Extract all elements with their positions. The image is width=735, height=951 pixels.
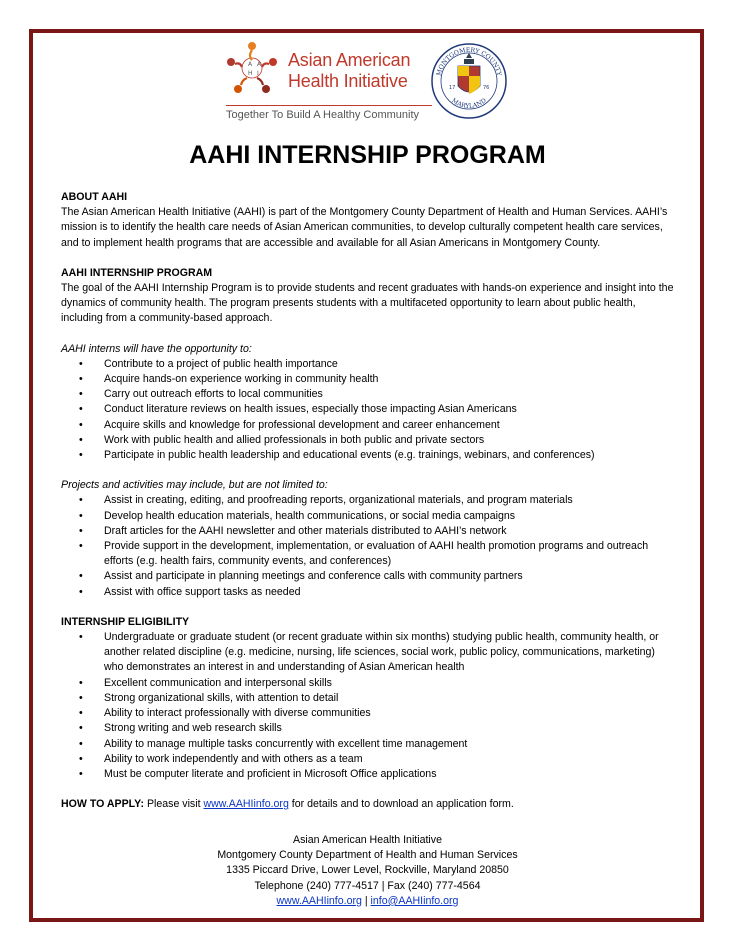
page-title: AAHI INTERNSHIP PROGRAM: [189, 141, 546, 169]
projects-intro: Projects and activities may include, but are not limited to:: [61, 479, 328, 492]
seal-text-bottom: MARYLAND: [450, 97, 488, 110]
list-item: • Must be computer literate and proficient in Microsoft Office applications: [104, 767, 676, 782]
list-item: • Assist in creating, editing, and proofreading reports, organizational materials, and program materials: [104, 493, 676, 508]
list-item: • Strong organizational skills, with attention to detail: [104, 691, 676, 706]
opportunities-list: [61, 357, 676, 463]
seal-year-left: 17: [449, 85, 456, 91]
apply-website-link[interactable]: www.AAHIinfo.org: [203, 798, 289, 811]
about-text: The Asian American Health Initiative (AAHI) is part of the Montgomery County Department of Health and Human Services. AAHI’s mission is to identify the health care needs of Asian American communities, to develop culturally competent health care services, and to implement health programs that are accessible and available for all Asian Americans in Montgomery County.: [61, 206, 668, 249]
logo-line-1: Asian American: [288, 50, 411, 70]
footer-separator: |: [361, 894, 371, 907]
logo-divider: [226, 105, 432, 106]
list-item: • Ability to work independently and with others as a team: [104, 752, 676, 767]
list-item: • Develop health education materials, health communications, or social media campaigns: [104, 509, 676, 524]
program-text: The goal of the AAHI Internship Program is to provide students and recent graduates with hands-on experience and insight into the dynamics of community health. The program presents students with a multifaceted opportunity to learn about public health, including from a community-based approach.: [61, 282, 674, 325]
how-to-apply: [61, 797, 676, 812]
logo-letter: I: [257, 70, 259, 77]
list-item: • Acquire hands-on experience working in community health: [104, 372, 676, 387]
list-item: • Conduct literature reviews on health issues, especially those impacting Asian Americans: [104, 402, 676, 417]
seal-year-right: 76: [483, 85, 490, 91]
logo-tagline: Together To Build A Healthy Community: [226, 109, 420, 121]
logo-wordmark: [288, 50, 410, 92]
contact-footer: [0, 833, 735, 909]
projects-list: [61, 493, 676, 599]
footer-phone: Telephone (240) 777-4517 | Fax (240) 777-4564: [254, 879, 481, 892]
list-item: • Acquire skills and knowledge for professional development and career enhancement: [104, 418, 676, 433]
list-item: • Ability to manage multiple tasks concurrently with excellent time management: [104, 737, 676, 752]
header-logos: [222, 40, 512, 126]
county-seal-icon: [430, 42, 508, 120]
list-item: • Undergraduate or graduate student (or recent graduate within six months) studying public health, community health, or another related discipline (e.g. medicine, nursing, life sciences, social work, public policy, communications, marketing) who demonstrates an interest in and understanding of Asian American health: [104, 630, 676, 676]
about-heading: ABOUT AAHI: [61, 191, 128, 203]
apply-label: HOW TO APPLY:: [61, 798, 144, 811]
document-body: [61, 190, 676, 812]
logo-line-2: Health Initiative: [288, 71, 408, 91]
logo-letter: A: [257, 61, 262, 68]
aahi-logo-icon: [224, 40, 280, 98]
list-item: • Work with public health and allied professionals in both public and private sectors: [104, 433, 676, 448]
footer-website-link[interactable]: www.AAHIinfo.org: [276, 894, 362, 907]
logo-letter: A: [248, 61, 253, 68]
footer-email-link[interactable]: info@AAHIinfo.org: [370, 894, 459, 907]
list-item: • Excellent communication and interpersonal skills: [104, 676, 676, 691]
eligibility-list: [61, 630, 676, 782]
footer-links: [0, 894, 735, 909]
program-heading: AAHI INTERNSHIP PROGRAM: [61, 266, 213, 279]
list-item: • Contribute to a project of public health importance: [104, 357, 676, 372]
list-item: • Provide support in the development, implementation, or evaluation of AAHI health promotion programs and outreach efforts (e.g. health fairs, community events, and conferences): [104, 539, 676, 569]
opportunities-intro: AAHI interns will have the opportunity to:: [61, 342, 252, 355]
footer-dept: Montgomery County Department of Health and Human Services: [217, 849, 518, 862]
logo-letter: H: [248, 70, 253, 77]
list-item: • Strong writing and web research skills: [104, 721, 676, 736]
list-item: • Draft articles for the AAHI newsletter and other materials distributed to AAHI’s network: [104, 524, 676, 539]
apply-text-before: Please visit: [144, 798, 204, 811]
list-item: • Assist with office support tasks as needed: [104, 585, 676, 600]
apply-text-after: for details and to download an application form.: [288, 798, 514, 811]
list-item: • Ability to interact professionally with diverse communities: [104, 706, 676, 721]
list-item: • Participate in public health leadership and educational events (e.g. trainings, webinars, and conferences): [104, 448, 676, 463]
list-item: • Carry out outreach efforts to local communities: [104, 387, 676, 402]
eligibility-heading: INTERNSHIP ELIGIBILITY: [61, 615, 190, 628]
footer-address: 1335 Piccard Drive, Lower Level, Rockville, Maryland 20850: [226, 864, 509, 877]
seal-text-top: MONTGOMERY COUNTY: [435, 46, 503, 77]
list-item: • Assist and participate in planning meetings and conference calls with community partners: [104, 569, 676, 584]
footer-org: Asian American Health Initiative: [293, 834, 442, 846]
